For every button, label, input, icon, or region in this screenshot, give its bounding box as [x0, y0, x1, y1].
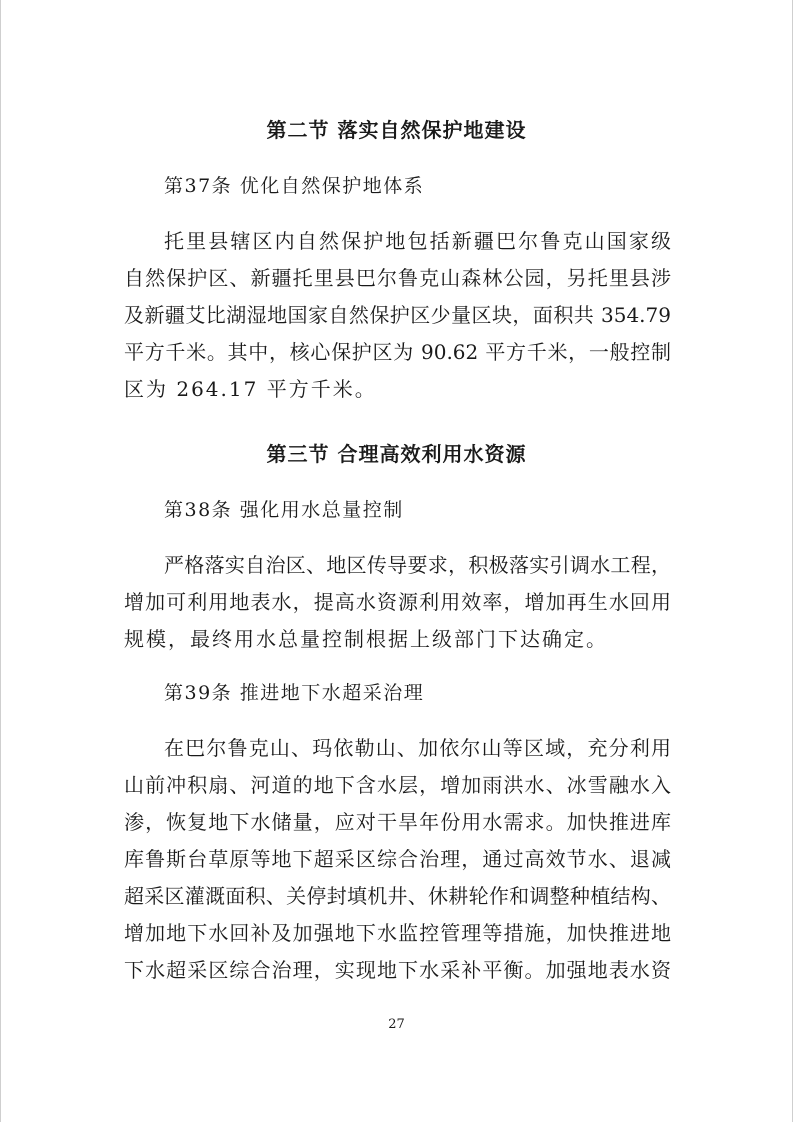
- page-number: 27: [388, 1017, 405, 1032]
- paragraph-line: 在巴尔鲁克山、玛依勒山、加依尔山等区域，充分利用: [164, 736, 671, 760]
- paragraph-line: 渗，恢复地下水储量，应对干旱年份用水需求。加快推进库: [124, 810, 671, 834]
- paragraph-line: 增加可利用地表水，提高水资源利用效率，增加再生水回用: [124, 590, 671, 614]
- paragraph-line: 山前冲积扇、河道的地下含水层，增加雨洪水、冰雪融水入: [124, 773, 671, 797]
- article-title: 第38条 强化用水总量控制: [164, 499, 404, 521]
- paragraph-line: 规模，最终用水总量控制根据上级部门下达确定。: [124, 627, 608, 651]
- article-title: 第39条 推进地下水超采治理: [164, 682, 425, 704]
- article-title: 第37条 优化自然保护地体系: [164, 175, 425, 197]
- section-heading: 第三节 合理高效利用水资源: [266, 442, 527, 466]
- paragraph-line: 超采区灌溉面积、关停封填机井、休耕轮作和调整种植结构、: [124, 884, 671, 908]
- paragraph-line: 区为 264.17 平方千米。: [124, 377, 377, 401]
- paragraph-line: 及新疆艾比湖湿地国家自然保护区少量区块，面积共 354.79: [124, 303, 671, 327]
- paragraph-line: 严格落实自治区、地区传导要求，积极落实引调水工程，: [164, 553, 671, 577]
- paragraph-line: 平方千米。其中，核心保护区为 90.62 平方千米，一般控制: [124, 340, 671, 364]
- paragraph-line: 托里县辖区内自然保护地包括新疆巴尔鲁克山国家级: [164, 229, 671, 253]
- paragraph-line: 下水超采区综合治理，实现地下水采补平衡。加强地表水资: [124, 958, 671, 982]
- paragraph-line: 库鲁斯台草原等地下超采区综合治理，通过高效节水、退减: [124, 847, 671, 871]
- paragraph-line: 增加地下水回补及加强地下水监控管理等措施，加快推进地: [124, 921, 671, 945]
- paragraph-line: 自然保护区、新疆托里县巴尔鲁克山森林公园，另托里县涉: [124, 266, 671, 290]
- section-heading: 第二节 落实自然保护地建设: [266, 118, 527, 142]
- page-border-left: [0, 0, 1, 1122]
